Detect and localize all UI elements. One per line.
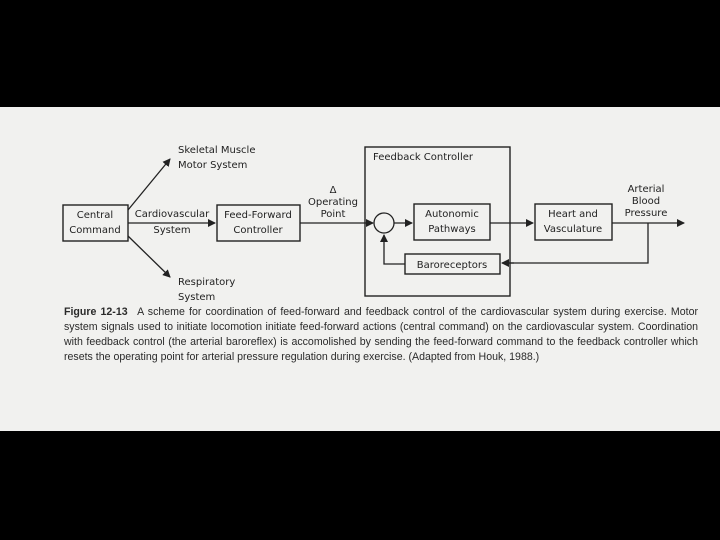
- heart-line2: Vasculature: [543, 224, 603, 235]
- cardiovascular-system-line2: System: [153, 225, 191, 236]
- central-command-line1: Central: [76, 210, 114, 221]
- operating-point-delta: Δ: [329, 185, 337, 196]
- respiratory-line2: System: [178, 292, 216, 303]
- slide: [0, 107, 720, 431]
- respiratory-line1: Respiratory: [178, 277, 236, 288]
- figure-caption: [64, 305, 698, 365]
- central-command-line2: Command: [69, 225, 121, 236]
- cardiovascular-system-line1: Cardiovascular: [134, 209, 210, 220]
- arterial-line3: Pressure: [624, 208, 668, 219]
- baroreceptors-label: Baroreceptors: [416, 260, 488, 271]
- arterial-line1: Arterial: [627, 184, 665, 195]
- skeletal-muscle-line1: Skeletal Muscle: [178, 145, 256, 156]
- baroreceptors-to-junction-line: [384, 235, 405, 264]
- arterial-line2: Blood: [631, 196, 661, 207]
- autonomic-line1: Autonomic: [425, 209, 479, 220]
- respiratory-arrow: [128, 236, 170, 277]
- feedback-controller-title: Feedback Controller: [373, 152, 473, 163]
- feedforward-line2: Controller: [233, 225, 283, 236]
- figure-caption-text: A scheme for coordination of feed-forward and feedback control of the cardiovascular system during exercise. Motor system signals used to initiate locomotion initiate feed-forward actions (central command) on the cardiovascular system. Coordination with feedback control (the arterial baroreflex) is accomolished by sending the feed-forward command to the feedback controller which resets the operating point for arterial pressure regulation during exercise. (Adapted from Houk, 1988.): [64, 306, 698, 363]
- figure-label: Figure 12-13: [64, 306, 128, 318]
- heart-line1: Heart and: [548, 209, 598, 220]
- feedforward-line1: Feed-Forward: [224, 210, 292, 221]
- autonomic-line2: Pathways: [428, 224, 476, 235]
- operating-point-line1: Operating: [308, 197, 358, 208]
- skeletal-muscle-line2: Motor System: [178, 160, 248, 171]
- summing-junction: [374, 213, 394, 233]
- block-diagram: [0, 107, 720, 431]
- operating-point-line2: Point: [320, 209, 346, 220]
- skeletal-muscle-arrow: [128, 159, 170, 210]
